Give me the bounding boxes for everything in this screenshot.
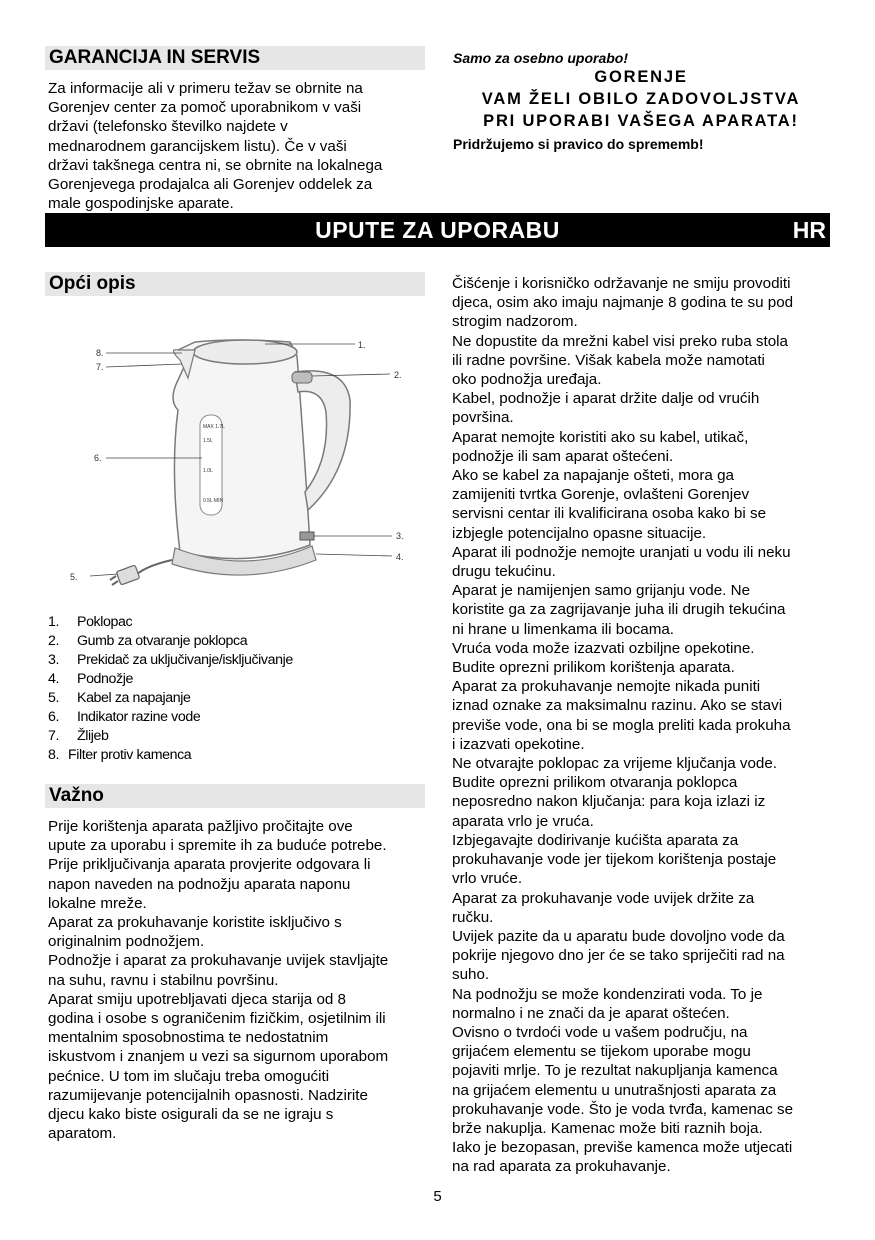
safety-text-line: Kabel, podnožje i aparat držite dalje od vrućih [452,390,760,408]
parts-list-label: Poklopac [77,614,133,630]
safety-text-line: vrlo vruće. [452,870,523,888]
safety-text-line: Ne dopustite da mrežni kabel visi preko ruba stola [452,332,788,350]
safety-text-line: prokuhavanje vode jer tijekom korištenja postaje [452,851,777,869]
parts-list-label: Prekidač za uključivanje/isključivanje [77,652,293,668]
important-text [48,817,433,1143]
diagram-label-1: 1. [358,340,366,350]
banner-title: UPUTE ZA UPORABU [315,217,560,243]
kettle-diagram [60,320,420,600]
warranty-text-line: Gorenjev center za pomoč uporabnikom v vaši [48,99,362,117]
power-switch [300,532,314,540]
safety-text-line: Čišćenje i korisničko održavanje ne smiju provoditi [452,275,791,292]
warranty-text-line: mednarodnem garancijskem listu). Če v vaši [48,137,347,155]
parts-list-label: Podnožje [77,671,133,687]
parts-list-item [48,746,428,765]
safety-text-line: previše vode, ona bi se mogla preliti kada prokuha [452,716,791,734]
safety-text-line: iznad oznake za maksimalnu razinu. Ako se stavi [452,697,783,715]
safety-text-line: ili radne površine. Višak kabela može namotati [452,351,765,369]
warranty-text-line: male gospodinjske aparate. [48,195,234,213]
safety-text-line: ni hrane u limenkama ili bocama. [452,620,675,638]
safety-text-line: Izbjegavajte dodirivanje kućišta aparata za [452,831,739,849]
scale-mark-max: MAX 1.7L [203,424,225,430]
safety-text-line: površina. [452,409,514,427]
safety-text-line: djeca, osim ako imaju najmanje 8 godina te su pod [452,294,794,312]
important-heading-text: Važno [49,785,104,806]
safety-text-line: Iako je bezopasan, previše kamenca može utjecati [452,1139,793,1157]
important-text-line: aparatom. [48,1125,117,1143]
safety-text-line: na grijaćem elementu u unutrašnjosti aparata za [452,1081,777,1099]
safety-text-line: na rad aparata za prokuhavanje. [452,1158,671,1176]
parts-list-number: 1. [48,614,60,630]
parts-list-label: Kabel za napajanje [77,690,191,706]
safety-text-line: suho. [452,966,490,984]
safety-text-line: Na podnožju se može kondenzirati voda. To je [452,985,763,1003]
parts-list-item [48,708,428,727]
scale-mark-1-0: 1.0L [203,468,213,474]
scale-mark-1-5: 1.5L [203,438,213,444]
promo-wish-line2: PRI UPORABI VAŠEGA APARATA! [483,112,799,130]
safety-text-line: Vruća voda može izazvati ozbiljne opekotine. [452,639,755,657]
important-text-line: napon naveden na podnožju aparata naponu [48,875,351,893]
safety-text-line: koristite ga za zagrijavanje juha ili drugih tekućina [452,601,786,619]
important-text-line: na suhu, ravnu i stabilnu površinu. [48,971,279,989]
parts-list-item [48,613,428,632]
parts-list [48,613,428,765]
safety-text-line: zamijeniti tvrtka Gorenje, ovlašteni Gorenjev [452,486,750,504]
diagram-label-2: 2. [394,370,402,380]
kettle-body [173,340,310,559]
warranty-heading-text: GARANCIJA IN SERVIS [49,47,261,68]
parts-list-number: 7. [48,728,60,744]
lid-release-button [292,372,312,383]
safety-text-line: pojaviti mrlje. To je rezultat nakupljanja kamenca [452,1062,778,1080]
important-text-line: originalnim podnožjem. [48,933,205,951]
warranty-text-line: Gorenjevega prodajalca ali Gorenjev oddelek za [48,176,373,194]
parts-list-item [48,632,428,651]
safety-text-line: podnožje ili sam aparat oštećeni. [452,447,674,465]
diagram-label-5: 5. [70,572,78,582]
section-banner [45,213,830,247]
parts-list-item [48,670,428,689]
parts-list-item [48,727,428,746]
diagram-label-7: 7. [96,362,104,372]
diagram-label-8: 8. [96,348,104,358]
parts-list-item [48,651,428,670]
parts-list-number: 4. [48,671,60,687]
safety-text-line: Aparat za prokuhavanje nemojte nikada puniti [452,678,761,696]
scale-mark-0-5: 0.5L MIN [203,498,224,504]
parts-list-number: 8. [48,747,60,763]
promo-block [445,66,837,132]
safety-text-line: i izazvati opekotine. [452,735,585,753]
personal-use-note: Samo za osebno uporabo! [453,50,629,66]
safety-text-line: Ovisno o tvrdoći vode u vašem području, na [452,1023,748,1041]
safety-text-line: oko podnožja uređaja. [452,371,602,389]
important-text-line: Aparat za prokuhavanje koristite isključivo s [48,914,342,932]
warranty-heading [45,46,425,70]
promo-wish-line1: VAM ŽELI OBILO ZADOVOLJSTVA [481,90,801,108]
parts-list-number: 3. [48,652,60,668]
leader-line-5 [90,574,118,576]
safety-text-line: aparata vrlo je vruća. [452,812,594,830]
power-plug [116,565,140,585]
safety-instructions [452,274,842,1177]
general-description-heading-text: Opći opis [49,273,136,294]
parts-list-item [48,689,428,708]
important-heading [45,784,425,808]
leader-line-7 [106,364,182,367]
parts-list-label: Indikator razine vode [77,709,201,725]
important-text-line: iskustvom i znanjem u vezi sa sigurnom uporabom [48,1048,389,1066]
safety-text-line: drugu tekućinu. [452,563,556,581]
plug-pin-2 [112,581,118,585]
plug-pin-1 [110,576,116,580]
safety-text-line: Budite oprezni prilikom otvaranja poklopca [452,774,738,792]
safety-text-line: Uvijek pazite da u aparatu bude dovoljno vode da [452,927,785,945]
important-text-line: pećnice. U tom im slučaju treba omogućiti [48,1067,330,1085]
important-text-line: Prije priključivanja aparata provjerite odgovara li [48,856,371,874]
safety-text-line: servisni centar ili kvalificirana osoba kako bi se [452,505,767,523]
safety-text-line: brže nakuplja. Kamenac može biti raznih boja. [452,1119,763,1137]
warranty-text-line: državi takšnega centra ni, se obrnite na lokalnega [48,156,383,174]
important-text-line: Prije korištenja aparata pažljivo pročitajte ove [48,818,353,835]
leader-line-4 [316,554,392,556]
important-text-line: djecu kako biste osigurali da se ne igraju s [48,1106,334,1124]
warranty-text-line: državi (telefonsko številko najdete v [48,118,288,136]
warranty-text [48,79,428,213]
parts-list-label: Filter protiv kamenca [68,747,192,763]
safety-text-line: Aparat ili podnožje nemojte uranjati u vodu ili neku [452,543,791,561]
safety-text-line: neposredno nakon ključanja: para koja izlazi iz [452,793,766,811]
important-text-line: Podnožje i aparat za prokuhavanje uvijek stavljajte [48,952,389,970]
safety-text-line: Aparat nemojte koristiti ako su kabel, utikač, [452,428,749,446]
parts-list-number: 6. [48,709,60,725]
safety-text-line: Aparat je namijenjen samo grijanju vode. Ne [452,582,751,600]
important-text-line: razumijevanje potencijalnih opasnosti. Nadzirite [48,1086,368,1104]
safety-text-line: Ako se kabel za napajanje ošteti, mora ga [452,467,734,485]
safety-text-line: prokuhavanje vode. Što je voda tvrđa, kamenac se [452,1100,794,1118]
warranty-text-line: Za informacije ali v primeru težav se obrnite na [48,80,363,97]
diagram-label-4: 4. [396,552,404,562]
important-text-line: upute za uporabu i spremite ih za buduće potrebe. [48,837,387,855]
safety-text-line: Budite oprezni prilikom korištenja aparata. [452,659,735,677]
safety-text-line: Aparat za prokuhavanje vode uvijek držite za [452,889,755,907]
parts-list-number: 5. [48,690,60,706]
safety-text-line: pokrije njegovo dno jer će se tako spriječiti rad na [452,947,785,965]
parts-list-number: 2. [48,633,60,649]
general-description-heading [45,272,425,296]
banner-language-code: HR [792,217,826,243]
safety-text-line: normalno i ne znači da je aparat oštećen. [452,1004,730,1022]
safety-text-line: grijaćem elementu se tijekom uporabe mogu [452,1043,751,1061]
diagram-label-6: 6. [94,453,102,463]
important-text-line: godina i osobe s ograničenim fizičkim, osjetilnim ili [48,1010,386,1028]
safety-text-line: strogim nadzorom. [452,313,578,331]
important-text-line: lokalne mreže. [48,894,147,912]
reserve-rights-note: Pridržujemo si pravico do sprememb! [453,136,704,152]
parts-list-label: Žlijeb [77,728,109,744]
parts-list-label: Gumb za otvaranje poklopca [77,633,248,649]
brand-name: GORENJE [594,68,688,86]
safety-text-line: Ne otvarajte poklopac za vrijeme ključanja vode. [452,755,778,773]
safety-text-line: izbjegle potencijalno opasne situacije. [452,524,707,542]
important-text-line: Aparat smiju upotrebljavati djeca starija od 8 [48,990,347,1008]
diagram-label-3: 3. [396,531,404,541]
page-number: 5 [433,1188,442,1205]
important-text-line: mentalnim sposobnostima te nedostatnim [48,1029,329,1047]
safety-text-line: ručku. [452,908,494,926]
